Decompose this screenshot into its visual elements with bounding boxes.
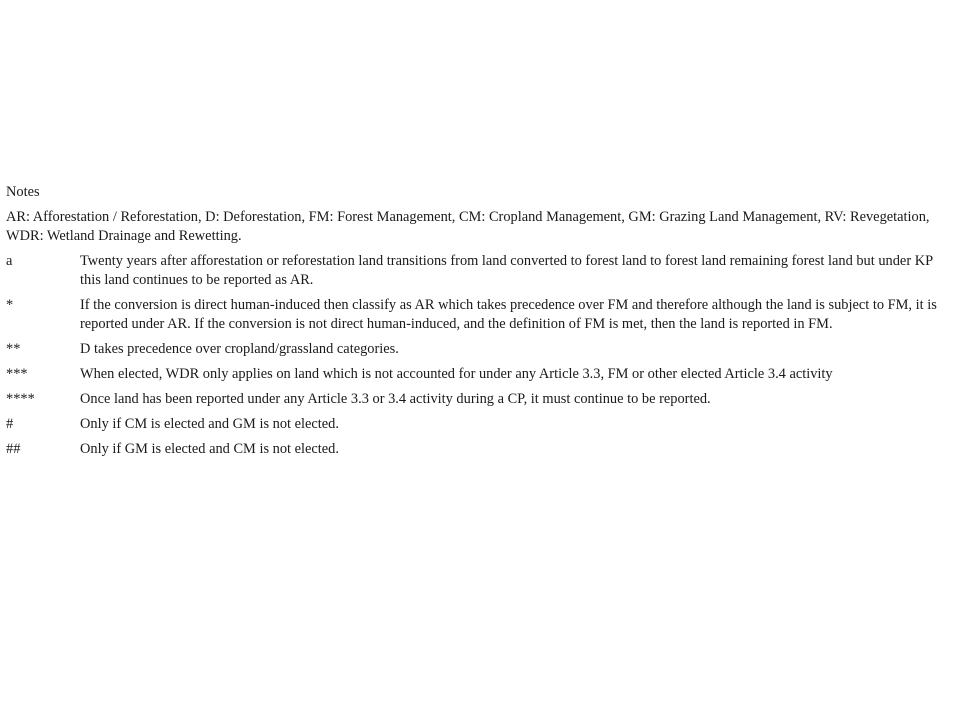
note-item: [6, 252, 950, 290]
note-marker: *: [6, 297, 14, 313]
note-marker: **: [6, 341, 21, 357]
note-marker: ***: [6, 366, 28, 382]
note-text: D takes precedence over cropland/grassland categories.: [80, 341, 399, 357]
notes-section: [6, 183, 950, 465]
note-text: Once land has been reported under any Article 3.3 or 3.4 activity during a CP, it must continue to be reported.: [80, 391, 711, 407]
note-marker: a: [6, 253, 13, 269]
abbreviations-legend: AR: Afforestation / Reforestation, D: Deforestation, FM: Forest Management, CM: Cropland Management, GM: Grazing Land Management, RV: Revegetation, WDR: Wetland Drainage and Rewetting.: [6, 209, 930, 244]
note-text: When elected, WDR only applies on land which is not accounted for under any Article 3.3, FM or other elected Article 3.4 activity: [80, 366, 833, 382]
notes-title: Notes: [6, 184, 40, 200]
note-item: [6, 390, 950, 409]
note-text: Twenty years after afforestation or reforestation land transitions from land converted to forest land to forest land remaining forest land but under KP this land continues to be reported as AR.: [80, 253, 933, 288]
note-item: [6, 440, 950, 459]
note-text: Only if CM is elected and GM is not elected.: [80, 416, 339, 432]
note-text: If the conversion is direct human-induced then classify as AR which takes precedence over FM and therefore although the land is subject to FM, it is reported under AR. If the conversion is not direct human-induced, and the definition of FM is met, then the land is reported in FM.: [80, 297, 937, 332]
note-marker: ##: [6, 441, 21, 457]
note-marker: ****: [6, 391, 35, 407]
note-text: Only if GM is elected and CM is not elected.: [80, 441, 339, 457]
note-item: [6, 415, 950, 434]
note-item: [6, 340, 950, 359]
note-marker: #: [6, 416, 14, 432]
note-item: [6, 296, 950, 334]
note-item: [6, 365, 950, 384]
